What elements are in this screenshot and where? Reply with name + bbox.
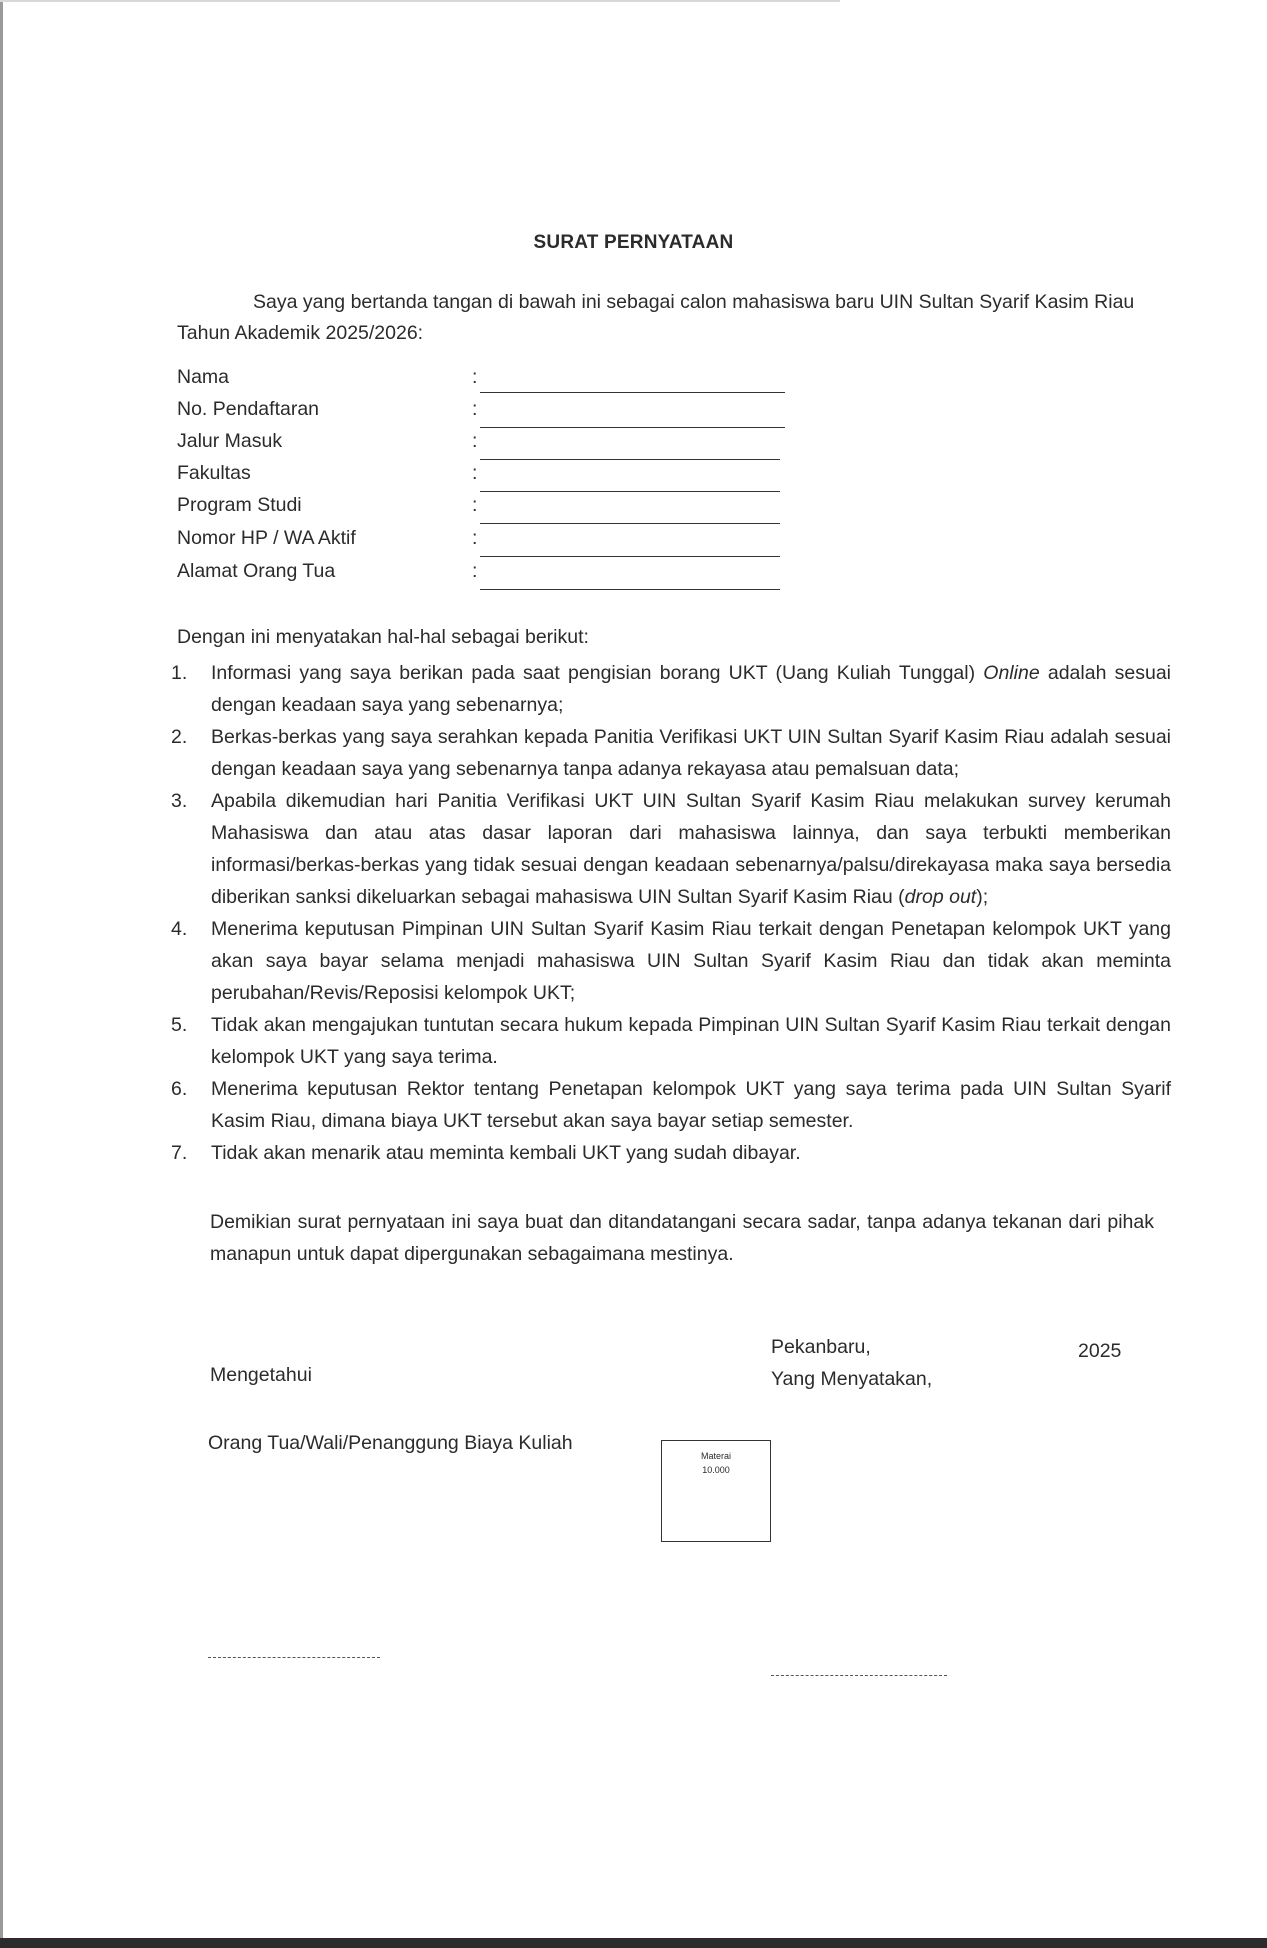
statement-text: Informasi yang saya berikan pada saat pengisian borang UKT (Uang Kuliah Tunggal) Online adalah sesuai dengan keadaan saya yang sebenarnya; [211,662,1171,716]
field-colon: : [472,494,478,516]
scan-edge-top [0,0,840,2]
field-colon: : [472,560,478,582]
field-fakultas [177,462,877,494]
statement-number: 6. [171,1078,188,1100]
closing-paragraph: Demikian surat pernyataan ini saya buat dan ditandatangani secara sadar, tanpa adanya tekanan dari pihak manapun untuk dapat dipergunakan sebagaimana mestinya. [210,1211,1154,1265]
signature-line-right[interactable] [771,1675,947,1676]
scan-edge-bottom [0,1938,1267,1948]
document-title: SURAT PERNYATAAN [533,232,734,253]
field-colon: : [472,462,478,484]
statement-text: Menerima keputusan Rektor tentang Penetapan kelompok UKT yang saya terima pada UIN Sultan Syarif Kasim Riau, dimana biaya UKT tersebut akan saya bayar setiap semester. [211,1078,1171,1132]
fill-in-line[interactable] [480,556,780,557]
statement-item [171,785,1171,913]
statement-number: 4. [171,918,188,940]
field-alamat-orang-tua [177,560,877,592]
statement-item [171,721,1171,785]
statement-item [171,1073,1171,1137]
stamp-value: 10.000 [702,1465,730,1475]
statement-item [171,913,1171,1009]
field-colon: : [472,398,478,420]
statement-list [171,657,1171,1169]
field-label: Nama [177,366,230,388]
statement-text: Menerima keputusan Pimpinan UIN Sultan Syarif Kasim Riau terkait dengan Penetapan kelompok UKT yang akan saya bayar selama menjadi mahasiswa UIN Sultan Syarif Kasim Riau dan tidak akan meminta perubahan/Revis/Reposisi kelompok UKT; [211,918,1171,1004]
fill-in-line[interactable] [480,459,780,460]
statement-number: 2. [171,726,188,748]
intro-text: Saya yang bertanda tangan di bawah ini sebagai calon mahasiswa baru UIN Sultan Syarif Kasim Riau Tahun Akademik 2025/2026: [177,291,1135,344]
fill-in-line[interactable] [480,392,785,393]
field-label: No. Pendaftaran [177,398,320,420]
field-label: Alamat Orang Tua [177,560,336,582]
statement-text: Apabila dikemudian hari Panitia Verifikasi UKT UIN Sultan Syarif Kasim Riau melakukan survey kerumah Mahasiswa dan atau atas dasar laporan dari mahasiswa lainnya, dan saya terbukti memberikan informasi/berkas-berkas yang tidak sesuai dengan keadaan sebenarnya/palsu/direkayasa maka saya bersedia diberikan sanksi dikeluarkan sebagai mahasiswa UIN Sultan Syarif Kasim Riau (drop out); [211,790,1171,908]
field-label: Program Studi [177,494,302,516]
fill-in-line[interactable] [480,491,780,492]
statement-text: Tidak akan mengajukan tuntutan secara hukum kepada Pimpinan UIN Sultan Syarif Kasim Riau terkait dengan kelompok UKT yang saya terima. [211,1014,1171,1068]
fill-in-line[interactable] [480,523,780,524]
statement-number: 5. [171,1014,188,1036]
field-label: Nomor HP / WA Aktif [177,527,356,549]
statement-item [171,657,1171,721]
statement-item [171,1137,1171,1169]
italic-term: drop out [904,886,977,908]
signature-place: Pekanbaru, [771,1336,871,1358]
field-nama [177,366,877,398]
statement-number: 1. [171,662,188,684]
intro-paragraph [177,287,1167,349]
field-label: Fakultas [177,462,251,484]
field-colon: : [472,366,478,388]
statement-text: Tidak akan menarik atau meminta kembali UKT yang sudah dibayar. [211,1142,801,1164]
field-colon: : [472,430,478,452]
scan-edge-left [0,0,3,1948]
signature-right-heading: Yang Menyatakan, [771,1368,933,1390]
statement-number: 3. [171,790,188,812]
stamp-label: Materai [700,1451,731,1461]
field-no-pendaftaran [177,398,877,430]
fill-in-line[interactable] [480,589,780,590]
statement-opening: Dengan ini menyatakan hal-hal sebagai berikut: [177,626,589,648]
field-colon: : [472,527,478,549]
statement-item [171,1009,1171,1073]
statement-text: Berkas-berkas yang saya serahkan kepada Panitia Verifikasi UKT UIN Sultan Syarif Kasim Riau adalah sesuai dengan keadaan saya yang sebenarnya tanpa adanya rekayasa atau pemalsuan data; [211,726,1171,780]
signature-line-left[interactable] [208,1657,380,1658]
field-program-studi [177,494,877,526]
signature-year: 2025 [1078,1340,1122,1362]
italic-term: Online [983,662,1040,684]
materai-stamp-box [661,1440,771,1542]
statement-number: 7. [171,1142,188,1164]
fill-in-line[interactable] [480,427,785,428]
field-jalur-masuk [177,430,877,462]
field-nomor-hp [177,527,877,559]
field-label: Jalur Masuk [177,430,283,452]
signature-left-heading: Mengetahui [210,1364,312,1386]
signature-left-role: Orang Tua/Wali/Penanggung Biaya Kuliah [208,1432,573,1454]
